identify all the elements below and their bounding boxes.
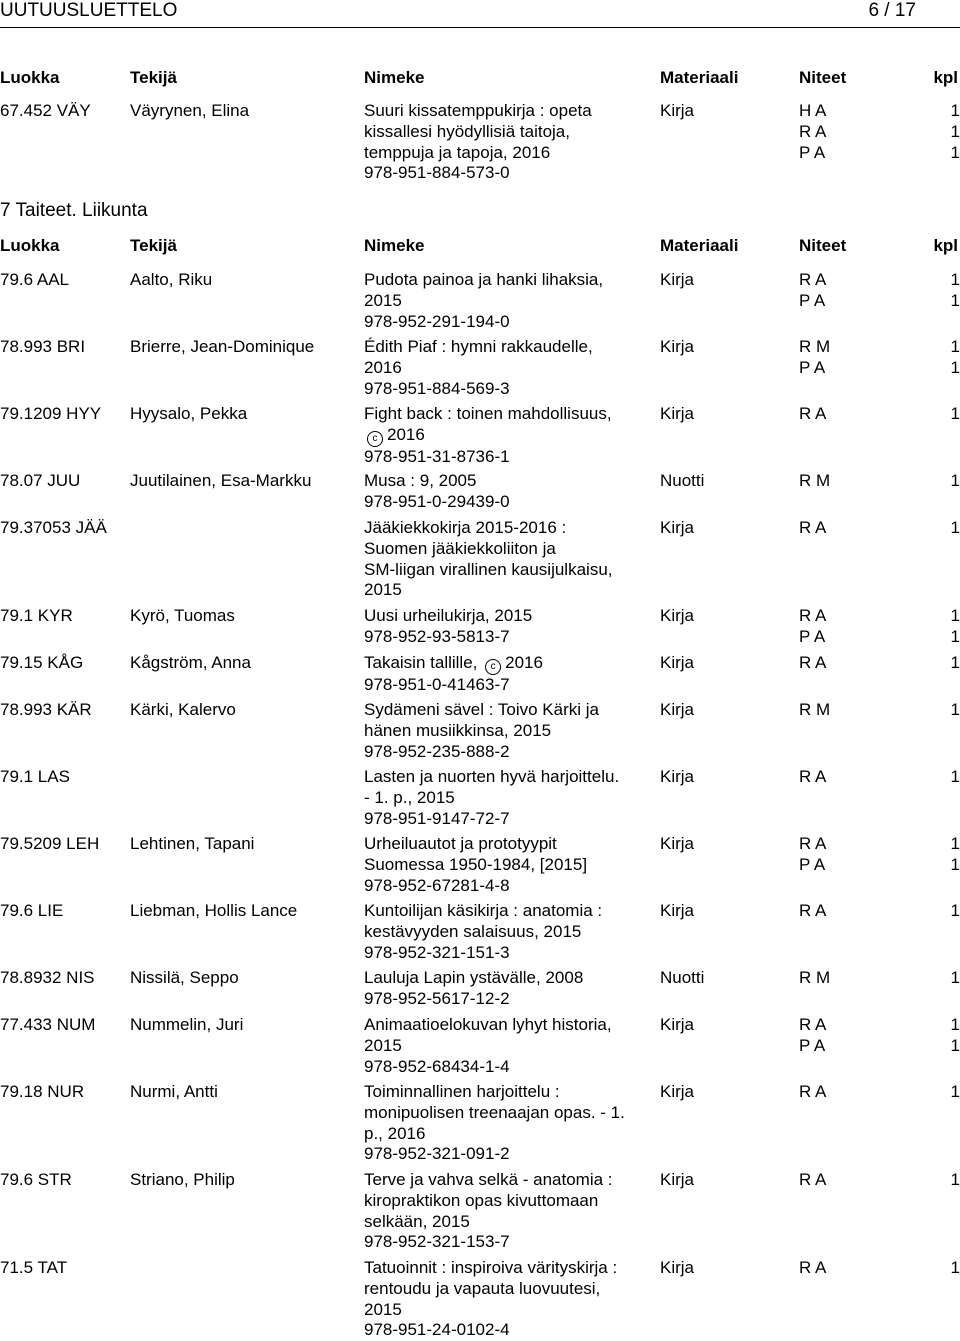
copy-location: P A <box>799 854 826 874</box>
copy-count <box>946 270 960 312</box>
copy-count-value: 1 <box>950 404 960 423</box>
copy-location: R A <box>799 121 827 141</box>
author: Striano, Philip <box>130 1170 235 1189</box>
author: Kågström, Anna <box>130 653 251 672</box>
copies-location <box>799 968 830 989</box>
material: Nuotti <box>660 471 705 490</box>
title-line: p., 2016 <box>364 1123 426 1143</box>
copy-count-value: 1 <box>950 1035 960 1055</box>
isbn: 978-952-321-153-7 <box>364 1232 510 1252</box>
copy-count <box>946 1015 960 1057</box>
copy-count-value: 1 <box>950 290 960 310</box>
copy-count <box>946 518 960 539</box>
isbn: 978-952-67281-4-8 <box>364 875 510 895</box>
title-line: 2016 <box>364 357 402 377</box>
title-block <box>364 337 593 399</box>
isbn: 978-951-884-569-3 <box>364 378 510 398</box>
class-code: 78.993 BRI <box>0 337 86 356</box>
copy-location: R M <box>799 471 831 490</box>
title-line: Toiminnallinen harjoittelu : <box>364 1082 560 1101</box>
copies-location <box>799 518 826 539</box>
title-block <box>364 270 603 332</box>
author: Aalto, Riku <box>130 270 213 289</box>
material: Kirja <box>660 653 695 672</box>
class-code: 79.18 NUR <box>0 1082 85 1101</box>
column-header-kpl: kpl <box>933 68 958 87</box>
copy-count-value: 1 <box>950 901 960 920</box>
title-line: Jääkiekkokirja 2015-2016 : <box>364 518 567 537</box>
author: Liebman, Hollis Lance <box>130 901 298 920</box>
copy-location: P A <box>799 1035 826 1055</box>
author: Nurmi, Antti <box>130 1082 218 1101</box>
title-line: Uusi urheilukirja, 2015 <box>364 606 533 625</box>
title-block <box>364 1015 612 1077</box>
copy-location: R A <box>799 518 827 537</box>
material: Nuotti <box>660 968 705 987</box>
title-block <box>364 1258 617 1341</box>
copy-count-value: 1 <box>950 968 960 987</box>
material: Kirja <box>660 1258 695 1277</box>
title-line: monipuolisen treenaajan opas. - 1. <box>364 1102 625 1122</box>
column-header-niteet: Niteet <box>799 236 847 255</box>
copy-count-value: 1 <box>950 518 960 537</box>
copy-count <box>946 968 960 989</box>
copyright-icon: c <box>485 659 501 675</box>
author: Lehtinen, Tapani <box>130 834 255 853</box>
title-block <box>364 968 583 1010</box>
isbn: 978-952-291-194-0 <box>364 311 510 331</box>
copy-count-value: 1 <box>950 1170 960 1189</box>
material: Kirja <box>660 606 695 625</box>
copies-location <box>799 653 826 674</box>
title-line: SM-liigan virallinen kausijulkaisu, <box>364 559 613 579</box>
copy-count <box>946 471 960 492</box>
class-code: 79.15 KÅG <box>0 653 84 672</box>
copy-count-value: 1 <box>950 854 960 874</box>
section-title: 7 Taiteet. Liikunta <box>0 200 148 221</box>
title-block <box>364 834 587 896</box>
material: Kirja <box>660 404 695 423</box>
page-title: UUTUUSLUETTELO <box>0 0 178 21</box>
copy-count <box>946 101 960 163</box>
copy-location: R A <box>799 404 827 423</box>
author: Kärki, Kalervo <box>130 700 236 719</box>
title-line-text: 2016 <box>387 424 425 444</box>
title-line: kestävyyden salaisuus, 2015 <box>364 921 582 941</box>
copy-count-value: 1 <box>950 142 960 162</box>
title-block <box>364 700 599 762</box>
class-code: 79.1 LAS <box>0 767 70 786</box>
column-header-nimeke: Nimeke <box>364 236 425 255</box>
title-line: temppuja ja tapoja, 2016 <box>364 142 551 162</box>
copy-location: P A <box>799 142 826 162</box>
title-block <box>364 653 543 696</box>
material: Kirja <box>660 270 695 289</box>
isbn: 978-952-321-091-2 <box>364 1144 510 1164</box>
class-code: 78.07 JUU <box>0 471 81 490</box>
title-line: Animaatioelokuvan lyhyt historia, <box>364 1015 612 1034</box>
author: Väyrynen, Elina <box>130 101 250 120</box>
title-line: kiropraktikon opas kivuttomaan <box>364 1190 599 1210</box>
copyright-icon: c <box>367 431 383 447</box>
material: Kirja <box>660 700 695 719</box>
column-header-niteet: Niteet <box>799 68 847 87</box>
copies-location <box>799 700 830 721</box>
copy-count-value: 1 <box>950 606 960 625</box>
copies-location <box>799 101 826 163</box>
material: Kirja <box>660 337 695 356</box>
class-code: 79.37053 JÄÄ <box>0 518 107 537</box>
copy-count-value: 1 <box>950 626 960 646</box>
copies-location <box>799 1258 826 1279</box>
copies-location <box>799 1170 826 1191</box>
title-line: rentoudu ja vapauta luovuutesi, <box>364 1278 601 1298</box>
material: Kirja <box>660 834 695 853</box>
copies-location <box>799 270 826 312</box>
copy-location: R A <box>799 653 827 672</box>
copy-count-value: 1 <box>950 834 960 853</box>
isbn: 978-951-884-573-0 <box>364 163 510 183</box>
column-header-materiaali: Materiaali <box>660 68 739 87</box>
class-code: 79.6 STR <box>0 1170 72 1189</box>
title-line: Suuri kissatemppukirja : opeta <box>364 101 592 120</box>
class-code: 77.433 NUM <box>0 1015 96 1034</box>
isbn: 978-951-24-0102-4 <box>364 1320 510 1340</box>
copies-location <box>799 1015 826 1057</box>
copy-location: P A <box>799 357 826 377</box>
title-line: 2015 <box>364 1035 402 1055</box>
title-block <box>364 1082 625 1165</box>
column-header-tekija: Tekijä <box>130 236 177 255</box>
isbn: 978-951-0-41463-7 <box>364 675 510 694</box>
copy-count-value: 1 <box>950 357 960 377</box>
isbn: 978-951-0-29439-0 <box>364 491 510 511</box>
copy-count <box>946 606 960 648</box>
copy-location: R A <box>799 1258 827 1277</box>
author: Nissilä, Seppo <box>130 968 239 987</box>
material: Kirja <box>660 1082 695 1101</box>
material: Kirja <box>660 901 695 920</box>
copy-location: R A <box>799 1015 827 1034</box>
material: Kirja <box>660 1015 695 1034</box>
copy-location: R A <box>799 834 827 853</box>
copy-location: H A <box>799 101 827 120</box>
copy-location: P A <box>799 626 826 646</box>
copy-location: R A <box>799 767 827 786</box>
class-code: 67.452 VÄY <box>0 101 91 120</box>
copy-location: R M <box>799 968 831 987</box>
title-line: Lasten ja nuorten hyvä harjoittelu. <box>364 767 620 786</box>
copy-count-value: 1 <box>950 1015 960 1034</box>
isbn: 978-951-9147-72-7 <box>364 808 510 828</box>
copy-count <box>946 834 960 876</box>
copy-location: R A <box>799 606 827 625</box>
title-line: hänen musiikkinsa, 2015 <box>364 720 552 740</box>
title-line <box>364 425 612 447</box>
title-block <box>364 767 619 829</box>
copy-location: R A <box>799 1170 827 1189</box>
title-line: Suomen jääkiekkoliiton ja <box>364 538 556 558</box>
class-code: 79.6 LIE <box>0 901 64 920</box>
copies-location <box>799 834 826 876</box>
author: Brierre, Jean-Dominique <box>130 337 315 356</box>
title-line: Terve ja vahva selkä - anatomia : <box>364 1170 613 1189</box>
copy-count <box>946 1082 960 1103</box>
copies-location <box>799 404 826 425</box>
class-code: 71.5 TAT <box>0 1258 68 1277</box>
copy-count-value: 1 <box>950 700 960 719</box>
title-line: selkään, 2015 <box>364 1211 470 1231</box>
title-line: Tatuoinnit : inspiroiva värityskirja : <box>364 1258 618 1277</box>
column-header-tekija: Tekijä <box>130 68 177 87</box>
title-line: Édith Piaf : hymni rakkaudelle, <box>364 337 593 356</box>
title-line: 2015 <box>364 580 402 600</box>
isbn: 978-951-31-8736-1 <box>364 446 510 466</box>
class-code: 78.993 KÄR <box>0 700 92 719</box>
copy-count-value: 1 <box>950 121 960 141</box>
copy-count <box>946 404 960 425</box>
title-line: Kuntoilijan käsikirja : anatomia : <box>364 901 603 920</box>
copy-count-value: 1 <box>950 1258 960 1277</box>
title-line-text: 2016 <box>505 653 543 672</box>
column-header-materiaali: Materiaali <box>660 236 739 255</box>
class-code: 79.5209 LEH <box>0 834 100 853</box>
copy-count-value: 1 <box>950 1082 960 1101</box>
title-block <box>364 1170 613 1253</box>
copies-location <box>799 1082 826 1103</box>
copy-location: R A <box>799 270 827 289</box>
isbn: 978-952-93-5813-7 <box>364 626 510 646</box>
copy-location: R A <box>799 901 827 920</box>
copy-count <box>946 653 960 674</box>
title-line-text: Takaisin tallille, <box>364 653 483 672</box>
material: Kirja <box>660 101 695 120</box>
copies-location <box>799 606 826 648</box>
class-code: 79.1 KYR <box>0 606 73 625</box>
isbn: 978-952-5617-12-2 <box>364 988 510 1008</box>
copies-location <box>799 337 830 379</box>
copy-count-value: 1 <box>950 270 960 289</box>
title-line: Musa : 9, 2005 <box>364 471 477 490</box>
copy-count-value: 1 <box>950 101 960 120</box>
title-block <box>364 901 602 963</box>
isbn: 978-952-235-888-2 <box>364 741 510 761</box>
isbn: 978-952-68434-1-4 <box>364 1056 510 1076</box>
author: Nummelin, Juri <box>130 1015 244 1034</box>
copy-count <box>946 1258 960 1279</box>
copy-count-value: 1 <box>950 337 960 356</box>
copy-count <box>946 700 960 721</box>
material: Kirja <box>660 1170 695 1189</box>
column-header-kpl: kpl <box>933 236 958 255</box>
column-header-luokka: Luokka <box>0 236 60 255</box>
title-line: - 1. p., 2015 <box>364 787 455 807</box>
copy-count <box>946 337 960 379</box>
title-block <box>364 471 510 513</box>
title-line: Suomessa 1950-1984, [2015] <box>364 854 588 874</box>
title-block <box>364 404 612 468</box>
author: Kyrö, Tuomas <box>130 606 235 625</box>
copies-location <box>799 901 826 922</box>
copy-count-value: 1 <box>950 767 960 786</box>
class-code: 79.1209 HYY <box>0 404 102 423</box>
title-block <box>364 606 532 648</box>
copies-location <box>799 767 826 788</box>
header-divider <box>0 27 960 28</box>
author: Juutilainen, Esa-Markku <box>130 471 312 490</box>
column-header-luokka: Luokka <box>0 68 60 87</box>
copy-count-value: 1 <box>950 471 960 490</box>
title-line: Fight back : toinen mahdollisuus, <box>364 404 612 423</box>
title-line: Urheiluautot ja prototyypit <box>364 834 557 853</box>
column-header-nimeke: Nimeke <box>364 68 425 87</box>
title-line: kissallesi hyödyllisiä taitoja, <box>364 121 570 141</box>
title-line: Sydämeni sävel : Toivo Kärki ja <box>364 700 599 719</box>
copy-count <box>946 1170 960 1191</box>
copy-location: R A <box>799 1082 827 1101</box>
title-block <box>364 518 613 601</box>
author: Hyysalo, Pekka <box>130 404 248 423</box>
copy-location: R M <box>799 337 831 356</box>
copy-location: R M <box>799 700 831 719</box>
class-code: 79.6 AAL <box>0 270 70 289</box>
material: Kirja <box>660 518 695 537</box>
copies-location <box>799 471 830 492</box>
copy-count <box>946 901 960 922</box>
title-line: 2015 <box>364 290 402 310</box>
isbn: 978-952-321-151-3 <box>364 942 510 962</box>
copy-location: P A <box>799 290 826 310</box>
page-number: 6 / 17 <box>868 0 916 21</box>
title-line: Pudota painoa ja hanki lihaksia, <box>364 270 604 289</box>
class-code: 78.8932 NIS <box>0 968 95 987</box>
title-line: 2015 <box>364 1299 402 1319</box>
material: Kirja <box>660 767 695 786</box>
copy-count-value: 1 <box>950 653 960 672</box>
title-line <box>364 653 543 675</box>
copy-count <box>946 767 960 788</box>
title-line: Lauluja Lapin ystävälle, 2008 <box>364 968 584 987</box>
title-block <box>364 101 592 184</box>
